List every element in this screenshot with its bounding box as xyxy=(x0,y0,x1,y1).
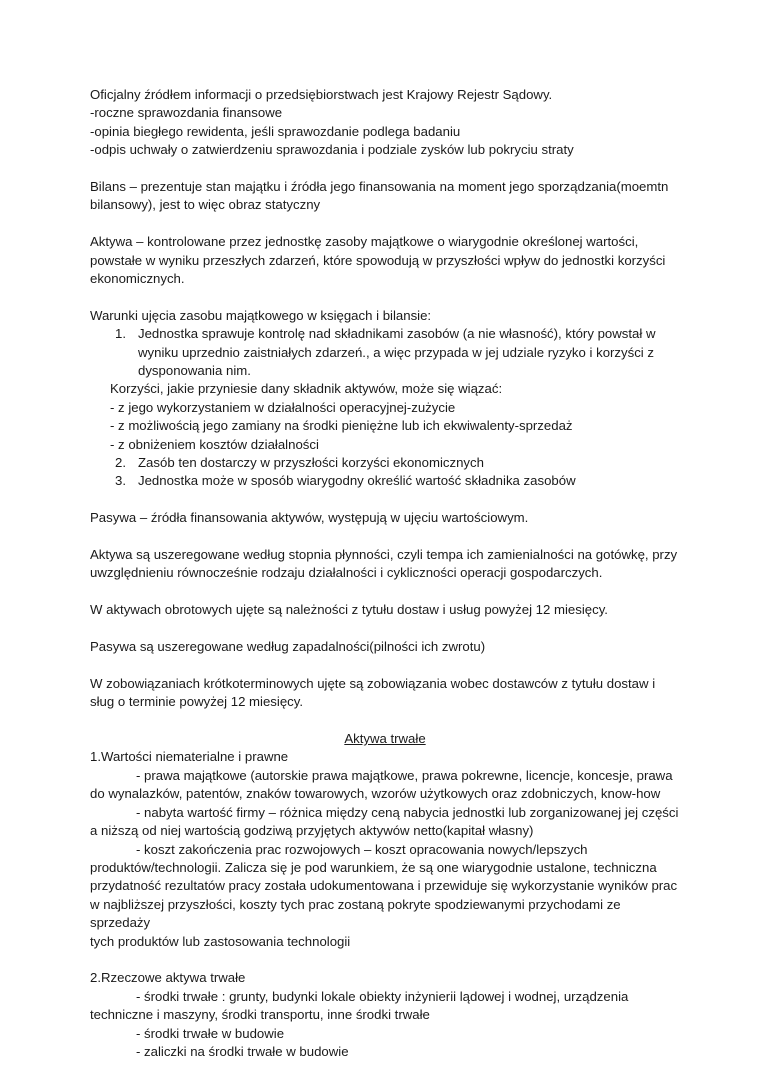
aktywa-order-line: uwzględnieniu równocześnie rodzaju działalności i cykliczności operacji gospodarczych. xyxy=(90,565,603,581)
spacer xyxy=(90,160,680,178)
paragraph-line: - koszt zakończenia prac rozwojowych – koszt opracowania nowych/lepszych xyxy=(136,841,588,857)
spacer xyxy=(90,215,680,233)
list-number: 1. xyxy=(115,326,126,342)
spacer xyxy=(90,288,680,306)
spacer xyxy=(90,583,680,601)
paragraph-line: przydatność rezultatów pracy została udokumentowana i przewiduje się wykorzystanie wyników prac xyxy=(90,878,678,894)
list-text-line: Jednostka sprawuje kontrolę nad składnikami zasobów (a nie własność), który powstał w xyxy=(138,326,656,342)
bilans-line: bilansowy), jest to więc obraz statyczny xyxy=(90,197,321,213)
pasywa-order-line: Pasywa są uszeregowane według zapadalności(pilności ich zwrotu) xyxy=(90,639,486,655)
paragraph-line: do wynalazków, patentów, znaków towarowych, wzorów użytkowych oraz zdobniczych, know-how xyxy=(90,786,661,802)
paragraph-line: - środki trwałe : grunty, budynki lokale obiekty inżynierii lądowej i wodnej, urządzenia xyxy=(136,988,629,1004)
paragraph-line: - zaliczki na środki trwałe w budowie xyxy=(136,1043,349,1059)
intro-line: Oficjalny źródłem informacji o przedsiębiorstwach jest Krajowy Rejestr Sądowy. xyxy=(90,87,553,102)
paragraph-line: - prawa majątkowe (autorskie prawa majątkowe, prawa pokrewne, licencje, koncesje, prawa xyxy=(136,767,673,783)
list-text-line: dysponowania nim. xyxy=(138,363,251,379)
korzysci-item: - z jego wykorzystaniem w działalności operacyjnej-zużycie xyxy=(110,399,456,415)
list-text: Jednostka może w sposób wiarygodny określić wartość składnika zasobów xyxy=(138,473,576,489)
list-text-line: wyniku uprzednio zaistniałych zdarzeń., a więc przypada w jej udziale ryzyko i korzyści z xyxy=(138,344,654,360)
paragraph-line: w najbliższej przyszłości, koszty tych prac zostaną pokryte spodziewanymi przychodami ze sprzedaży xyxy=(90,896,621,931)
paragraph-line: - środki trwałe w budowie xyxy=(136,1025,285,1041)
document-body xyxy=(90,86,680,1061)
paragraph-line: techniczne i maszyny, środki transportu, inne środki trwałe xyxy=(90,1007,430,1023)
list-text: Zasób ten dostarczy w przyszłości korzyści ekonomicznych xyxy=(138,455,484,471)
list-item xyxy=(90,325,680,380)
paragraph-line: a niższą od niej wartością godziwą przyjętych aktywów netto(kapitał własny) xyxy=(90,823,534,839)
paragraph-line: - nabyta wartość firmy – różnica między ceną nabycia jednostki lub zorganizowanej jej części xyxy=(136,804,679,820)
aktywa-definition-line: powstałe w wyniku przeszłych zdarzeń, które spowodują w przyszłości wpływ do jednostki korzyści xyxy=(90,252,666,268)
pasywa-definition: Pasywa – źródła finansowania aktywów, występują w ujęciu wartościowym. xyxy=(90,510,529,526)
warunki-heading: Warunki ujęcia zasobu majątkowego w księgach i bilansie: xyxy=(90,307,432,323)
list-text xyxy=(138,325,680,380)
spacer xyxy=(90,620,680,638)
spacer xyxy=(90,528,680,546)
subsection-title: 1.Wartości niematerialne i prawne xyxy=(90,749,289,765)
intro-line: -opinia biegłego rewidenta, jeśli sprawozdanie podlega badaniu xyxy=(90,123,461,139)
korzysci-item: - z możliwością jego zamiany na środki pieniężne lub ich ekwiwalenty-sprzedaż xyxy=(110,418,573,434)
list-number: 2. xyxy=(115,455,126,471)
spacer xyxy=(90,491,680,509)
zobowiazania-line: sług o terminie powyżej 12 miesięcy. xyxy=(90,694,304,710)
spacer xyxy=(90,951,680,969)
list-item xyxy=(90,472,680,490)
list-number: 3. xyxy=(115,473,126,489)
korzysci-item: - z obniżeniem kosztów działalności xyxy=(110,436,319,452)
aktywa-obrotowe-line: W aktywach obrotowych ujęte są należności z tytułu dostaw i usług powyżej 12 miesięcy. xyxy=(90,602,608,618)
list-item xyxy=(90,454,680,472)
spacer xyxy=(90,656,680,674)
section-heading: Aktywa trwałe xyxy=(344,731,426,747)
spacer xyxy=(90,712,680,730)
korzysci-heading: Korzyści, jakie przyniesie dany składnik aktywów, może się wiązać: xyxy=(110,381,503,397)
subsection-title: 2.Rzeczowe aktywa trwałe xyxy=(90,970,246,986)
intro-line: -roczne sprawozdania finansowe xyxy=(90,105,283,121)
zobowiazania-line: W zobowiązaniach krótkoterminowych ujęte są zobowiązania wobec dostawców z tytułu dostaw i xyxy=(90,675,656,691)
aktywa-definition-line: Aktywa – kontrolowane przez jednostkę zasoby majątkowe o wiarygodnie określonej wartości, xyxy=(90,234,639,250)
bilans-line: Bilans – prezentuje stan majątku i źródła jego finansowania na moment jego sporządzania(moemtn xyxy=(90,179,669,195)
aktywa-definition-line: ekonomicznych. xyxy=(90,271,185,287)
paragraph-line: tych produktów lub zastosowania technologii xyxy=(90,933,351,949)
intro-line: -odpis uchwały o zatwierdzeniu sprawozdania i podziale zysków lub pokryciu straty xyxy=(90,142,574,158)
aktywa-order-line: Aktywa są uszeregowane według stopnia płynności, czyli tempa ich zamienialności na gotówkę, przy xyxy=(90,547,678,563)
paragraph-line: produktów/technologii. Zalicza się je pod warunkiem, że są one wiarygodnie ustalone, techniczna xyxy=(90,859,657,875)
